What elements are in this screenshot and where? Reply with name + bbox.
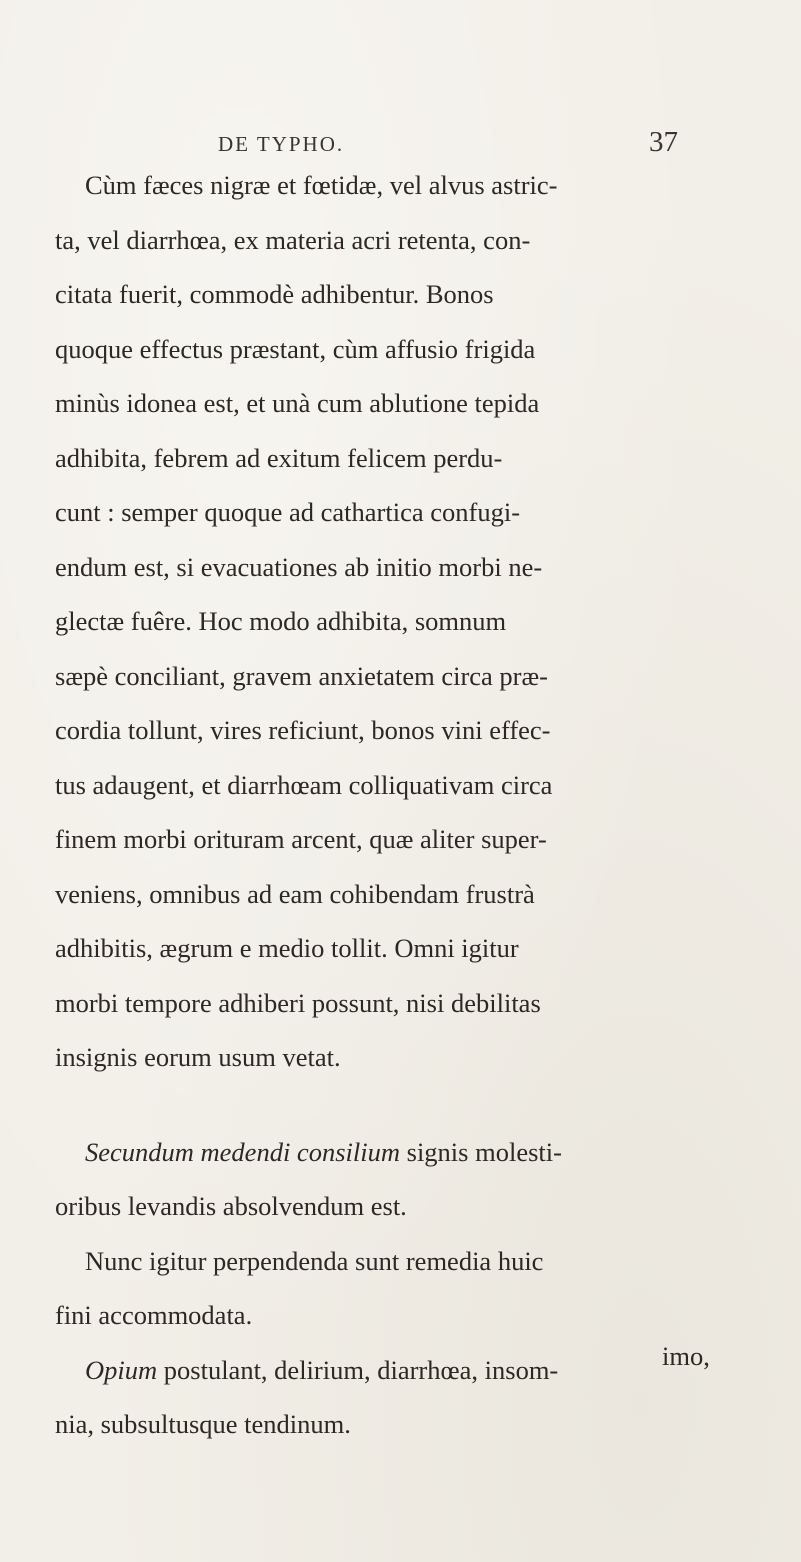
text-line: oribus levandis absolvendum est. (55, 1191, 407, 1221)
text-line: cunt : semper quoque ad cathartica confugi- (55, 497, 521, 527)
running-title: DE TYPHO. (218, 132, 345, 156)
text-line: Cùm fæces nigræ et fœtidæ, vel alvus astric- (85, 170, 558, 200)
body-text (55, 158, 735, 1452)
text-line: insignis eorum usum vetat. (55, 1042, 341, 1072)
paragraph-gap (55, 1085, 735, 1125)
text-line: minùs idonea est, et unà cum ablutione tepida (55, 388, 540, 418)
text-line: adhibitis, ægrum e medio tollit. Omni igitur (55, 933, 519, 963)
page-number: 37 (649, 126, 678, 158)
text-line: morbi tempore adhiberi possunt, nisi debilitas (55, 987, 541, 1018)
text-line: sæpè conciliant, gravem anxietatem circa præ- (55, 660, 548, 691)
text-line: ta, vel diarrhœa, ex materia acri retenta, con- (55, 224, 531, 255)
italic-phrase: Opium (85, 1354, 158, 1385)
italic-phrase: Secundum medendi consilium (85, 1136, 400, 1167)
text-line: Nunc igitur perpendenda sunt remedia huic (85, 1245, 544, 1276)
text-line: nia, subsultusque tendinum. (55, 1409, 351, 1439)
text-line: citata fuerit, commodè adhibentur. Bonos (55, 279, 494, 309)
text-fragment: signis molesti- (400, 1136, 562, 1167)
text-line: tus adaugent, et diarrhœam colliquativam circa (55, 769, 553, 800)
text-line: veniens, omnibus ad eam cohibendam frustrà (55, 878, 535, 909)
text-line (55, 1343, 735, 1398)
text-line: finem morbi orituram arcent, quæ aliter super- (55, 824, 547, 854)
text-fragment: postulant, delirium, diarrhœa, insom- (157, 1354, 559, 1385)
text-line: cordia tollunt, vires reficiunt, bonos vini effec- (55, 715, 551, 745)
text-line (55, 1125, 735, 1180)
text-line: fini accommodata. (55, 1300, 253, 1330)
catchword: imo, (662, 1341, 710, 1371)
text-line: adhibita, febrem ad exitum felicem perdu- (55, 442, 503, 473)
text-line: quoque effectus præstant, cùm affusio frigida (55, 333, 536, 364)
text-line: glectæ fuêre. Hoc modo adhibita, somnum (55, 606, 507, 636)
text-line: endum est, si evacuationes ab initio morbi ne- (55, 551, 543, 582)
